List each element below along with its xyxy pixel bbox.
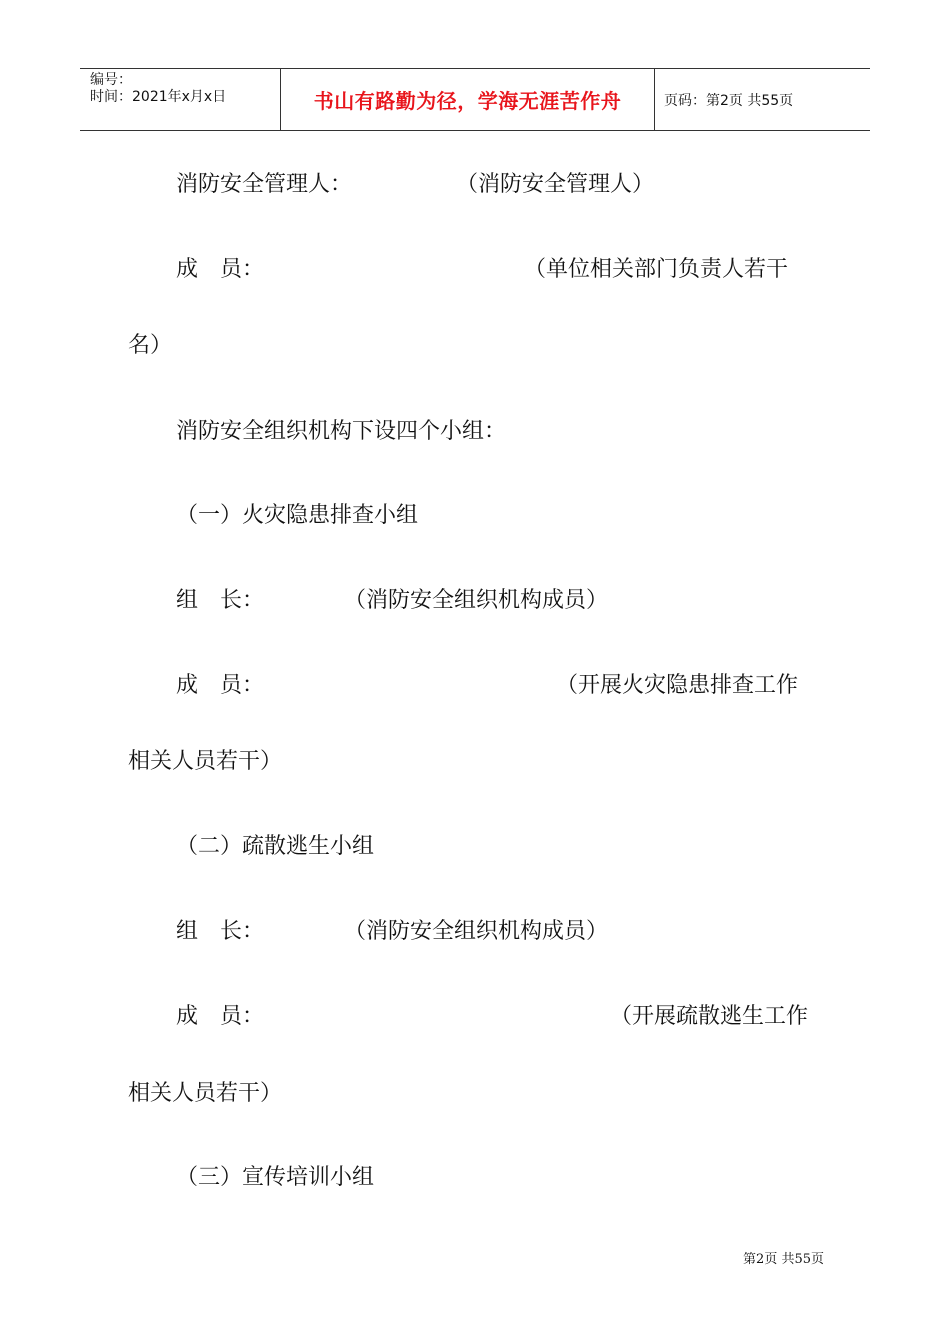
group2-members-label: 成 员： bbox=[176, 1004, 265, 1029]
members-value-continued: 名） bbox=[128, 333, 173, 358]
group1-leader-value: （消防安全组织机构成员） bbox=[344, 588, 609, 613]
group1-members-label: 成 员： bbox=[176, 673, 265, 698]
header-motto-cell bbox=[281, 69, 655, 130]
org-intro: 消防安全组织机构下设四个小组： bbox=[176, 419, 507, 444]
time-label: 时间：2021年x月x日 bbox=[90, 89, 227, 105]
group2-members-value: （开展疏散逃生工作 bbox=[610, 1004, 809, 1029]
header-meta-cell bbox=[80, 69, 281, 130]
group1-leader-label: 组 长： bbox=[176, 588, 265, 613]
group2-leader-value: （消防安全组织机构成员） bbox=[344, 919, 609, 944]
header-page-info: 页码：第2页 共55页 bbox=[664, 92, 794, 109]
group2-members-continued: 相关人员若干） bbox=[128, 1081, 283, 1106]
group1-title: （一）火灾隐患排查小组 bbox=[176, 503, 419, 528]
header-page-cell bbox=[655, 69, 870, 130]
number-label: 编号： bbox=[90, 72, 132, 88]
footer-page-info: 第2页 共55页 bbox=[743, 1252, 824, 1267]
group1-members-value: （开展火灾隐患排查工作 bbox=[556, 673, 799, 698]
members-label: 成 员： bbox=[176, 257, 265, 282]
manager-value: （消防安全管理人） bbox=[456, 172, 655, 197]
header-motto: 书山有路勤为径，学海无涯苦作舟 bbox=[313, 89, 622, 113]
group1-members-continued: 相关人员若干） bbox=[128, 749, 283, 774]
group2-leader-label: 组 长： bbox=[176, 919, 265, 944]
manager-label: 消防安全管理人： bbox=[176, 172, 353, 197]
group3-title: （三）宣传培训小组 bbox=[176, 1165, 375, 1190]
document-header bbox=[80, 68, 870, 131]
members-value: （单位相关部门负责人若干 bbox=[524, 257, 789, 282]
group2-title: （二）疏散逃生小组 bbox=[176, 834, 375, 859]
